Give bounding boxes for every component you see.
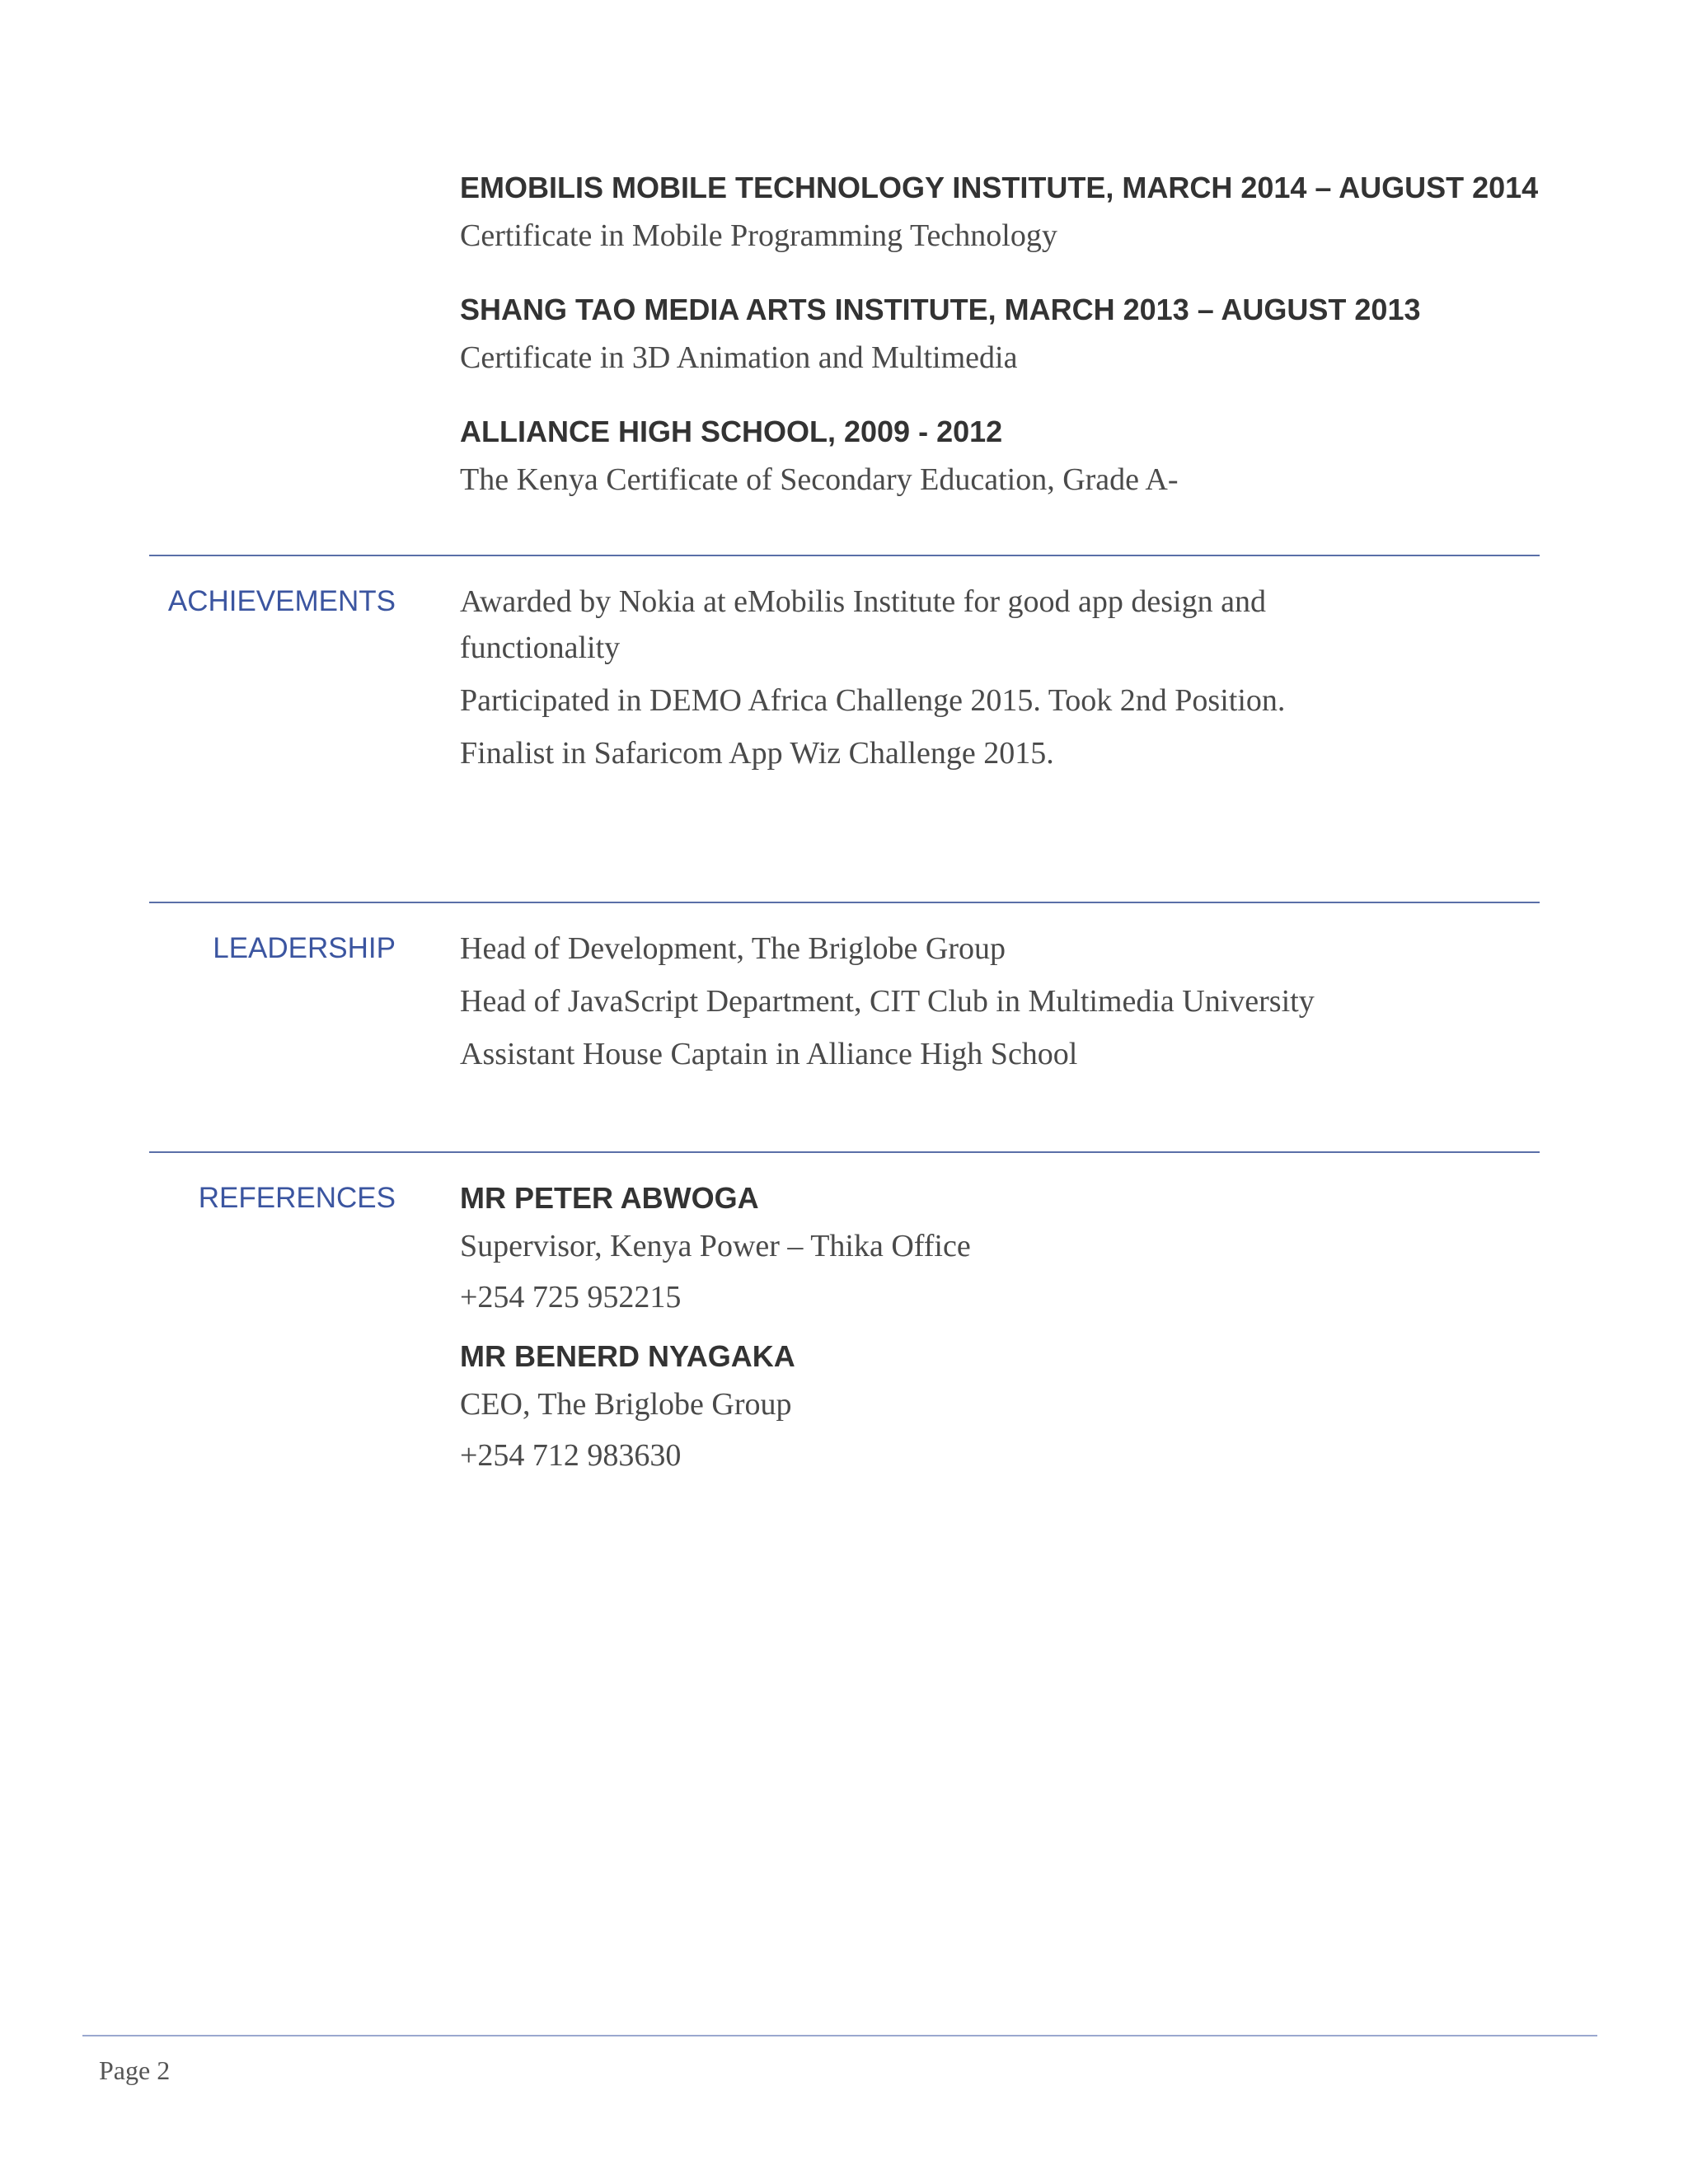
reference-phone: +254 725 952215 <box>460 1280 682 1315</box>
education-school: ALLIANCE HIGH SCHOOL, 2009 - 2012 <box>460 415 1003 448</box>
section-divider <box>149 902 1540 903</box>
leadership-item: Head of Development, The Briglobe Group <box>460 931 1006 966</box>
reference-entry <box>460 1180 1367 1320</box>
leadership-item: Assistant House Captain in Alliance High School <box>460 1037 1078 1071</box>
references-list <box>460 1180 1367 1479</box>
reference-name: MR BENERD NYAGAKA <box>460 1339 795 1373</box>
achievement-item: Participated in DEMO Africa Challenge 2015. Took 2nd Position. <box>460 683 1286 718</box>
reference-role: Supervisor, Kenya Power – Thika Office <box>460 1229 971 1263</box>
reference-phone: +254 712 983630 <box>460 1438 682 1473</box>
section-divider <box>149 555 1540 556</box>
section-label-leadership: LEADERSHIP <box>213 932 396 964</box>
leadership-item: Head of JavaScript Department, CIT Club in Multimedia University <box>460 984 1315 1019</box>
education-entry <box>460 292 1548 381</box>
section-label-references: REFERENCES <box>198 1182 396 1214</box>
achievement-item: Finalist in Safaricom App Wiz Challenge 2015. <box>460 736 1054 771</box>
education-school: SHANG TAO MEDIA ARTS INSTITUTE, MARCH 2013 – AUGUST 2013 <box>460 293 1421 326</box>
education-entry <box>460 170 1548 259</box>
section-label-achievements: ACHIEVEMENTS <box>167 585 396 617</box>
education-detail: Certificate in Mobile Programming Technology <box>460 218 1057 253</box>
education-detail: The Kenya Certificate of Secondary Education, Grade A- <box>460 462 1179 497</box>
section-divider <box>149 1151 1540 1153</box>
achievements-list <box>460 579 1367 783</box>
achievement-item: Awarded by Nokia at eMobilis Institute for good app design and functionality <box>460 584 1266 665</box>
page-number: Page 2 <box>99 2055 171 2085</box>
footer-divider <box>82 2035 1597 2036</box>
education-school: EMOBILIS MOBILE TECHNOLOGY INSTITUTE, MARCH 2014 – AUGUST 2014 <box>460 171 1539 204</box>
education-entry <box>460 414 1548 503</box>
education-detail: Certificate in 3D Animation and Multimedia <box>460 340 1018 375</box>
reference-role: CEO, The Briglobe Group <box>460 1387 792 1422</box>
reference-name: MR PETER ABWOGA <box>460 1181 759 1215</box>
leadership-list <box>460 926 1367 1084</box>
reference-entry <box>460 1338 1367 1479</box>
